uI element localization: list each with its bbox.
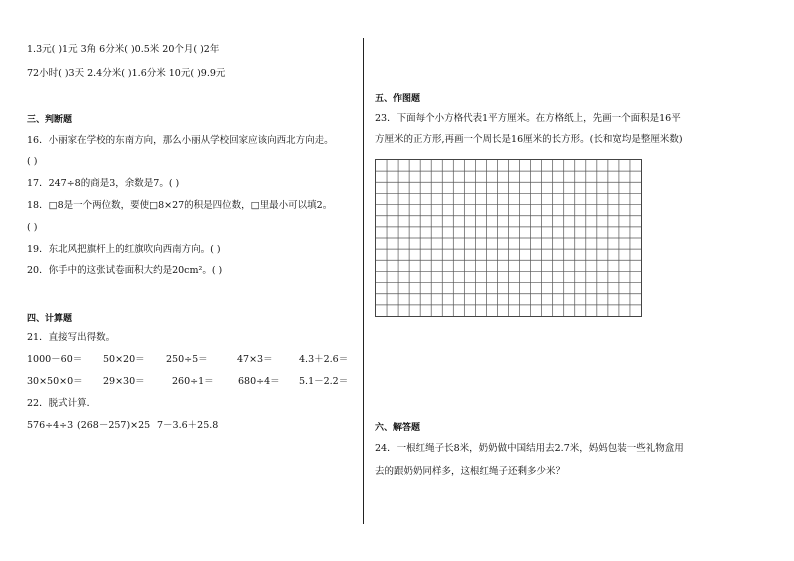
calc-item: 47×3＝ — [237, 354, 273, 365]
conversion-line-1: 1.3元( )1元 3角 6分米( )0.5米 20个月( )2年 — [27, 44, 220, 55]
calc-item: 50×20＝ — [103, 354, 145, 365]
section-3-title: 三、判断题 — [27, 115, 73, 125]
calc-item: 250÷5＝ — [166, 354, 208, 365]
drawing-grid[interactable] — [375, 159, 642, 317]
conversion-line-2: 72小时( )3天 2.4分米( )1.6分米 10元( )9.9元 — [27, 68, 226, 79]
question-18-answer: ( ) — [27, 222, 38, 233]
calc-item: 680÷4＝ — [238, 376, 280, 387]
section-5-title: 五、作图题 — [375, 94, 421, 104]
question-19: 19．东北风把旗杆上的红旗吹向西南方向。( ) — [27, 244, 221, 255]
question-17: 17．247÷8的商是3，余数是7。( ) — [27, 178, 180, 189]
calc-item: 30×50×0＝ — [27, 376, 83, 387]
calc-item: 5.1－2.2＝ — [299, 376, 349, 387]
question-23-line-1: 23．下面每个小方格代表1平方厘米。在方格纸上，先画一个面积是16平 — [375, 113, 681, 124]
question-16-answer: ( ) — [27, 156, 38, 167]
calc-item: 4.3＋2.6＝ — [299, 354, 349, 365]
question-23-line-2: 方厘米的正方形,再画一个周长是16厘米的长方形。(长和宽均是整厘米数) — [375, 134, 683, 145]
grid-lines — [376, 160, 641, 316]
question-21: 21．直接写出得数。 — [27, 332, 116, 343]
section-6-title: 六、解答题 — [375, 423, 421, 433]
calc-expression: 576÷4÷3 — [27, 420, 74, 431]
section-4-title: 四、计算题 — [27, 314, 73, 324]
question-20: 20．你手中的这张试卷面积大约是20cm²。( ) — [27, 265, 223, 276]
calc-expression: (268－257)×25 — [77, 420, 151, 431]
question-18: 18．□8是一个两位数，要使□8×27的积是四位数，□里最小可以填2。 — [27, 200, 333, 211]
calc-item: 29×30＝ — [103, 376, 145, 387]
calc-item: 1000－60＝ — [27, 354, 83, 365]
question-22: 22．脱式计算． — [27, 398, 97, 409]
calc-item: 260÷1＝ — [172, 376, 214, 387]
calc-expression: 7－3.6＋25.8 — [157, 420, 219, 431]
question-24-line-1: 24．一根红绳子长8米，奶奶做中国结用去2.7米，妈妈包装一些礼物盒用 — [375, 443, 684, 454]
question-24-line-2: 去的跟奶奶同样多，这根红绳子还剩多少米？ — [375, 466, 566, 477]
question-16: 16．小丽家在学校的东南方向，那么小丽从学校回家应该向西北方向走。 — [27, 135, 334, 146]
column-divider — [363, 38, 364, 524]
